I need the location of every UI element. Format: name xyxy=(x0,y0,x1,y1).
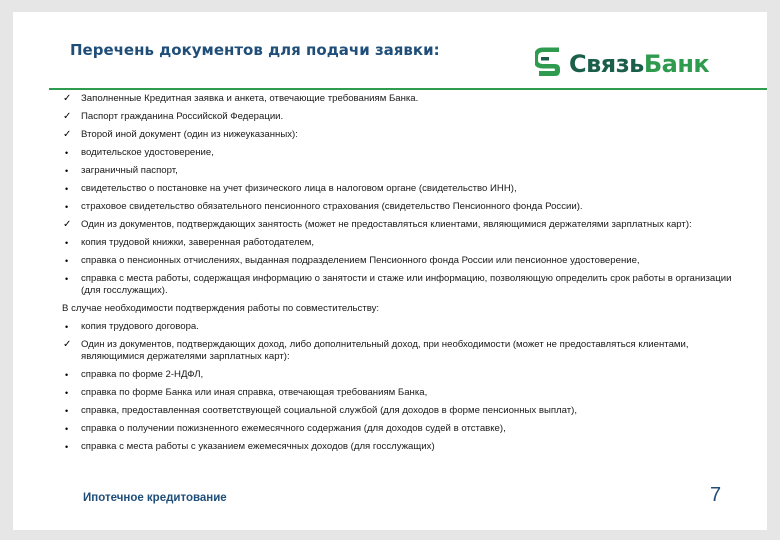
item-text: страховое свидетельство обязательного пенсионного страхования (свидетельство Пенсионного фонда России). xyxy=(81,201,583,212)
checkmark-icon: ✓ xyxy=(63,129,72,140)
bullet-icon: • xyxy=(65,274,69,284)
bullet-item xyxy=(59,405,749,417)
bullet-item xyxy=(59,183,749,195)
item-text: Заполненные Кредитная заявка и анкета, отвечающие требованиям Банка. xyxy=(81,93,419,104)
footer-caption: Ипотечное кредитование xyxy=(83,492,227,504)
list-note xyxy=(59,303,749,315)
bullet-item xyxy=(59,147,749,159)
svyazbank-logo xyxy=(535,47,709,81)
bullet-icon: • xyxy=(65,388,69,398)
bullet-icon: • xyxy=(65,424,69,434)
item-text: справка с места работы с указанием ежемесячных доходов (для госслужащих) xyxy=(81,441,435,452)
bullet-item xyxy=(59,423,749,435)
bullet-icon: • xyxy=(65,184,69,194)
bullet-icon: • xyxy=(65,166,69,176)
item-text: копия трудовой книжки, заверенная работодателем, xyxy=(81,237,315,248)
item-text: справка с места работы, содержащая информацию о занятости и стаже или информацию, позволяющую определить срок работы в организации (для госслужащих). xyxy=(81,273,732,296)
checklist-item xyxy=(59,219,749,231)
checklist-item xyxy=(59,339,749,363)
checklist-item xyxy=(59,93,749,105)
bullet-item xyxy=(59,201,749,213)
bullet-icon: • xyxy=(65,202,69,212)
item-text: свидетельство о постановке на учет физического лица в налоговом органе (свидетельство ИНН), xyxy=(81,183,517,194)
item-text: справка по форме Банка или иная справка, отвечающая требованиям Банка, xyxy=(81,387,428,398)
item-text: копия трудового договора. xyxy=(81,321,199,332)
checkmark-icon: ✓ xyxy=(63,219,72,230)
checkmark-icon: ✓ xyxy=(63,93,72,104)
checklist-item xyxy=(59,129,749,141)
bullet-item xyxy=(59,321,749,333)
item-text: справка по форме 2-НДФЛ, xyxy=(81,369,204,380)
bullet-icon: • xyxy=(65,370,69,380)
item-text: Паспорт гражданина Российской Федерации. xyxy=(81,111,284,122)
bullet-icon: • xyxy=(65,442,69,452)
logo-text-part2: Банк xyxy=(643,50,710,78)
bullet-icon: • xyxy=(65,148,69,158)
item-text: Один из документов, подтверждающих занятость (может не предоставляться клиентами, являющимися держателями зарплатных карт): xyxy=(81,219,692,230)
bullet-item xyxy=(59,255,749,267)
slide xyxy=(13,12,767,530)
item-text: справка о получении пожизненного ежемесячного содержания (для доходов судей в отставке), xyxy=(81,423,506,434)
item-text: Один из документов, подтверждающих доход, либо дополнительный доход, при необходимости (может не предоставляться клиентами, являющимися держателями зарплатных карт): xyxy=(81,339,689,362)
item-text: водительское удостоверение, xyxy=(81,147,214,158)
logo-wordmark xyxy=(569,47,709,81)
bullet-item xyxy=(59,273,749,297)
checkmark-icon: ✓ xyxy=(63,111,72,122)
item-text: справка о пенсионных отчислениях, выданная подразделением Пенсионного фонда России или пенсионное удостоверение, xyxy=(81,255,640,266)
header-divider xyxy=(49,88,767,90)
item-text: справка, предоставленная соответствующей социальной службой (для доходов в форме пенсионных выплат), xyxy=(81,405,578,416)
checkmark-icon: ✓ xyxy=(63,339,72,350)
logo-text-part1: Связь xyxy=(569,50,644,78)
svyazbank-logo-icon xyxy=(535,47,563,81)
bullet-item xyxy=(59,369,749,381)
item-text: заграничный паспорт, xyxy=(81,165,178,176)
checklist-item xyxy=(59,111,749,123)
bullet-icon: • xyxy=(65,238,69,248)
item-text: В случае необходимости подтверждения работы по совместительству: xyxy=(62,303,380,314)
bullet-item xyxy=(59,387,749,399)
slide-title: Перечень документов для подачи заявки: xyxy=(70,41,440,59)
bullet-icon: • xyxy=(65,406,69,416)
bullet-item xyxy=(59,237,749,249)
item-text: Второй иной документ (один из нижеуказанных): xyxy=(81,129,298,140)
bullet-item xyxy=(59,165,749,177)
document-list xyxy=(59,93,749,459)
page-number: 7 xyxy=(710,484,722,506)
bullet-icon: • xyxy=(65,322,69,332)
bullet-icon: • xyxy=(65,256,69,266)
bullet-item xyxy=(59,441,749,453)
